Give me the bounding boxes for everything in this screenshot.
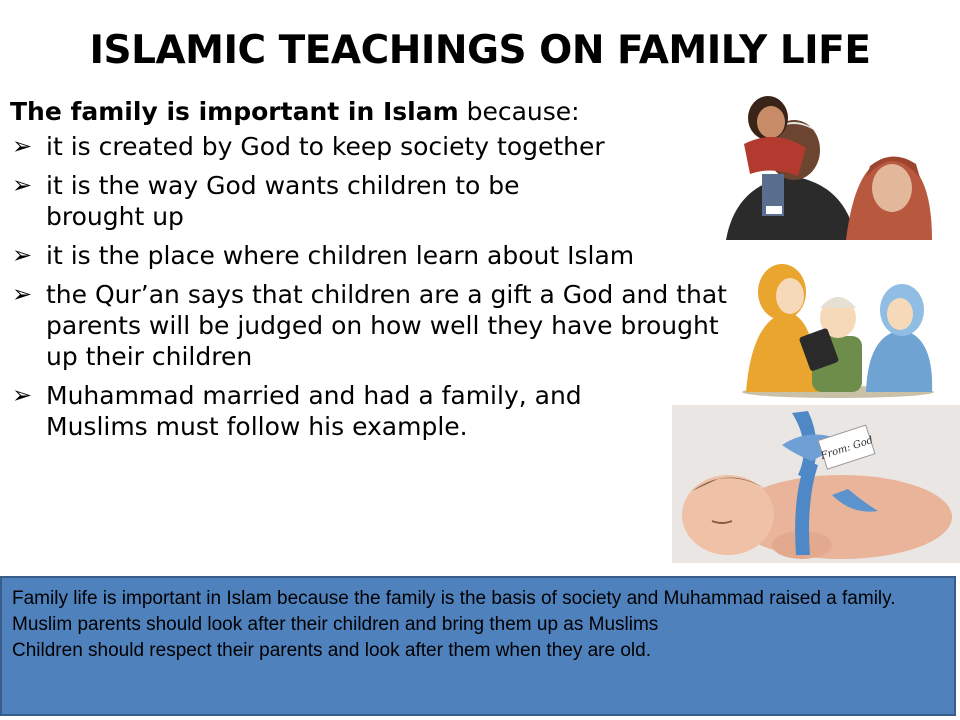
arrow-bullet-icon: ➢ (12, 381, 33, 409)
content-area (10, 96, 727, 450)
baby-gift-photo (672, 405, 960, 563)
bullet-text: Muhammad married and had a family, and Muslims must follow his example. (46, 381, 582, 441)
bullet-item (10, 170, 606, 232)
slide-title: ISLAMIC TEACHINGS ON FAMILY LIFE (89, 28, 871, 73)
bullet-item (10, 131, 726, 162)
arrow-bullet-icon: ➢ (12, 280, 33, 308)
bullet-text: it is created by God to keep society together (46, 132, 605, 161)
bullet-text: the Qur’an says that children are a gift a God and that parents will be judged on how well they have brought up their children (46, 280, 727, 371)
arrow-bullet-icon: ➢ (12, 241, 33, 269)
intro-line (10, 96, 710, 127)
bullet-text: it is the way God wants children to be brought up (46, 171, 520, 231)
cartoon-family-illustration (738, 252, 938, 398)
gift-tag-text: From: God (819, 434, 875, 463)
bullet-item (10, 279, 736, 372)
intro-bold: The family is important in Islam (10, 97, 459, 126)
intro-rest: because: (458, 97, 580, 126)
summary-box (0, 576, 956, 716)
bullet-text: it is the place where children learn about Islam (46, 241, 635, 270)
bullet-list (10, 131, 727, 442)
summary-line: Family life is important in Islam because the family is the basis of society and Muhammad raised a family. (12, 588, 896, 609)
bullet-item (10, 380, 686, 442)
summary-line: Children should respect their parents and look after them when they are old. (12, 640, 651, 661)
family-photo (706, 88, 938, 240)
summary-line: Muslim parents should look after their children and bring them up as Muslims (12, 614, 659, 635)
arrow-bullet-icon: ➢ (12, 132, 33, 160)
bullet-item (10, 240, 666, 271)
arrow-bullet-icon: ➢ (12, 171, 33, 199)
